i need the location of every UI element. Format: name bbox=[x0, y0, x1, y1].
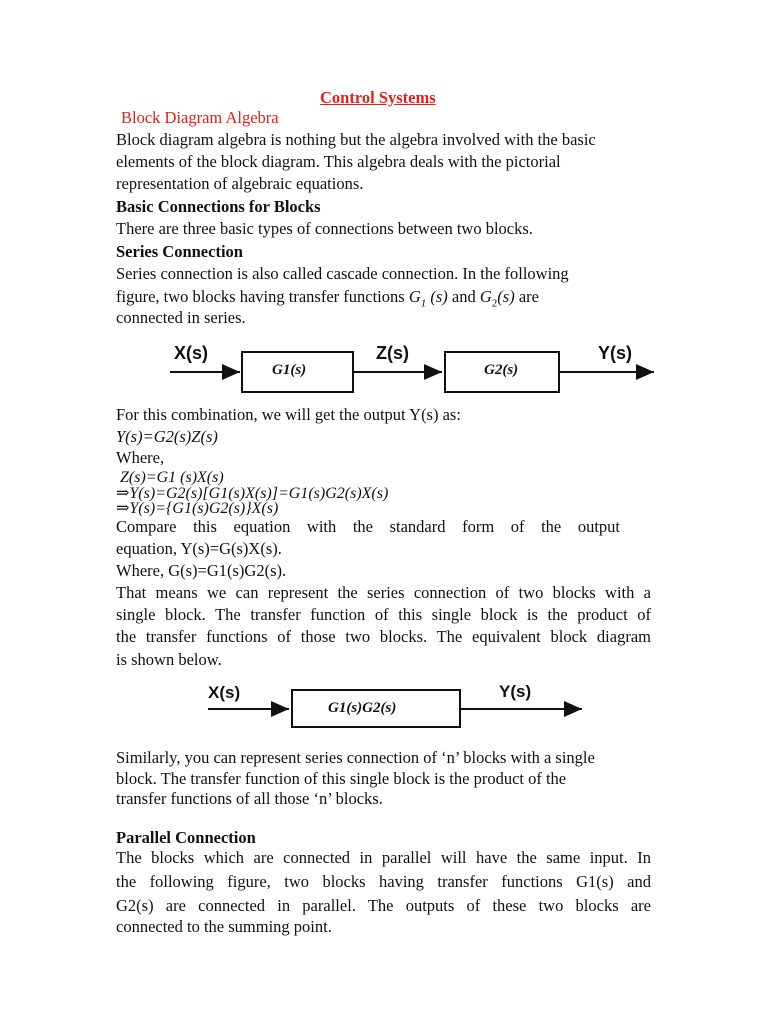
block-g1g2-label: G1(s)G2(s) bbox=[328, 700, 397, 716]
means-line-4: is shown below. bbox=[116, 650, 222, 669]
equation-implies-2: ⇒Y(s)={G1(s)G2(s)}X(s) bbox=[116, 500, 279, 517]
similarly-line-3: transfer functions of all those ‘n’ blocks. bbox=[116, 789, 383, 808]
means-line-3: the transfer functions of those two blocks. The equivalent block diagram bbox=[116, 627, 651, 646]
compare-line-2: equation, Y(s)=G(s)X(s). bbox=[116, 539, 282, 558]
means-line-1: That means we can represent the series connection of two blocks with a bbox=[116, 583, 651, 602]
parallel-heading: Parallel Connection bbox=[116, 828, 256, 847]
parallel-line-4: connected to the summing point. bbox=[116, 917, 332, 936]
block-g2-label: G2(s) bbox=[484, 362, 519, 378]
series-block-diagram bbox=[160, 335, 660, 400]
where-line-2: Where, G(s)=G1(s)G2(s). bbox=[116, 561, 287, 580]
g1-symbol: G bbox=[408, 287, 421, 306]
parallel-line-2: the following figure, two blocks having transfer functions G1(s) and bbox=[116, 872, 651, 891]
diagram1-z-label: Z(s) bbox=[376, 343, 409, 363]
intro-line-2: elements of the block diagram. This algebra deals with the pictorial bbox=[116, 152, 561, 171]
g1-subscript: 1 bbox=[420, 297, 427, 310]
series-text-line-3: connected in series. bbox=[116, 308, 246, 327]
parallel-line-3: G2(s) are connected in parallel. The outputs of these two blocks are bbox=[116, 896, 651, 915]
parallel-line-1: The blocks which are connected in parallel will have the same input. In bbox=[116, 848, 651, 867]
intro-line-3: representation of algebraic equations. bbox=[116, 174, 364, 193]
basic-text: There are three basic types of connections between two blocks. bbox=[116, 219, 533, 238]
g2-symbol: G bbox=[479, 287, 492, 306]
series-text-line-2a: figure, two blocks having transfer functions bbox=[116, 287, 409, 306]
diagram1-x-label: X(s) bbox=[174, 343, 209, 363]
block-g1-label: G1(s) bbox=[272, 362, 307, 378]
equation-z: Z(s)=G1 (s)X(s) bbox=[120, 469, 224, 486]
intro-line-1: Block diagram algebra is nothing but the algebra involved with the basic bbox=[116, 130, 596, 149]
section-subtitle: Block Diagram Algebra bbox=[121, 108, 279, 127]
page-title: Control Systems bbox=[320, 88, 436, 107]
diagram2-y-label: Y(s) bbox=[499, 682, 532, 701]
equation-implies-1: ⇒Y(s)=G2(s)[G1(s)X(s)]=G1(s)G2(s)X(s) bbox=[116, 485, 389, 502]
series-heading: Series Connection bbox=[116, 242, 243, 261]
series-text-line-1: Series connection is also called cascade connection. In the following bbox=[116, 264, 569, 283]
compare-line-1: Compare this equation with the standard form of the output bbox=[116, 517, 620, 536]
g2-arg: (s) bbox=[497, 287, 515, 306]
similarly-line-2: block. The transfer function of this single block is the product of the bbox=[116, 769, 567, 788]
similarly-line-1: Similarly, you can represent series connection of ‘n’ blocks with a single bbox=[116, 748, 595, 767]
output-text: For this combination, we will get the output Y(s) as: bbox=[116, 405, 461, 424]
where-label-1: Where, bbox=[116, 448, 165, 467]
and-text: and bbox=[447, 287, 480, 306]
g2-subscript: 2 bbox=[491, 297, 498, 310]
are-text: are bbox=[514, 287, 539, 306]
diagram1-y-label: Y(s) bbox=[598, 343, 633, 363]
diagram2-x-label: X(s) bbox=[208, 683, 241, 702]
equation-y: Y(s)=G2(s)Z(s) bbox=[116, 427, 218, 446]
g1-arg: (s) bbox=[426, 287, 448, 306]
means-line-2: single block. The transfer function of this single block is the product of bbox=[116, 605, 651, 624]
basic-heading: Basic Connections for Blocks bbox=[116, 197, 321, 216]
